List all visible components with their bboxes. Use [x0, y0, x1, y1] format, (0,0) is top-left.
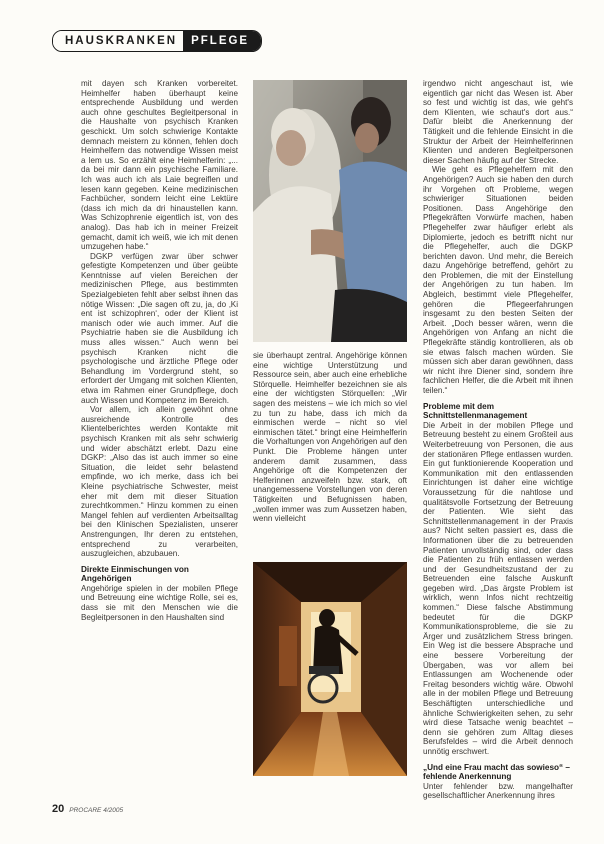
paragraph: Die Arbeit in der mobilen Pflege und Betreuung besteht zu einem Großteil aus Weiterbetreuung von Personen, die aus der stationären Pflege entlassen wurden. Ein gut funktionierende Kooperation und Kommunikation mit den entlassenden Einrichtungen ist daher eine wichtige Voraussetzung für die nahtlose und qualitätsvolle Fortsetzung der Betreuung der Patienten. Wie sieht das Schnittstellenmanagement in der Praxis aus? Nicht selten passiert es, dass die Informationen über die zu betreuenden Patienten unvollständig sind, oder dass die Patienten zu früh entlassen werden und der Gesundheitszustand der zu Betreuenden eine falsche Auskunft gegeben wird. „Das ärgste Problem ist wirklich, wenn Infos nicht rechtzeitig kommen.“ Diese falsche Abstimmung bedeutet für die DGKP Kommunikationsprobleme, die sie zu Ärger und zusätzlichem Stress bringen. Ein Weg ist die bessere Absprache und eine bessere Vorbereitung der Übergaben, was vor allem bei Entlassungen am Wochenende oder Freitag besonders wichtig wäre. Obwohl alle in der mobilen Pflege und Betreuung Beschäftigten unterschiedliche und ähnliche Schwierigkeiten sehen, zu sehr wird diese Tatsache wenig beachtet – denn sie gehören zum Alltag dieses Berufsfeldes – wird die Arbeit dennoch unnötig erschwert.: [423, 420, 573, 756]
paragraph: mit dayen sch Kranken vorbereitet. Heimhelfer haben überhaupt keine entsprechende Ausbildung und werden auch ohne geschultes Begleitpersonal in die Haushalte von psychisch Kranken geschickt. Um solch schwierige Kontakte demnach meistern zu können, fehlen doch Heimhelfern das notwendige Wissen meist a lem us. So erzählt eine Heimhelferin: „... da bei mir dann ein psychische Familiare. Ich was auch ich als Laie begreiflen und lesen kann gegeben. Keine medizinischen Fachbücher, sondern leicht eine Lektüre (dass ich mich da dri hinaustellen kann. Was Schizophrenie eigentlich ist, von des analog). Das hab ich in meiner Freizeit gemacht, damit ich weiß, wie ich mit denen umzugehen habe.“: [81, 79, 238, 252]
paragraph: irgendwo nicht angeschaut ist, wie eigentlich gar nicht das Wesen ist. Aber so fest und wichtig ist das, wie geht's dem Klienten, wie schaut's dort aus.“ Dafür bleibt die Anerkennung der Tätigkeit und die fehlende Einsicht in die Struktur der Arbeit der Heimhelferinnen Klienten und anderen Begleitpersonen dieser Sachen häufig auf der Strecke.: [423, 79, 573, 165]
paragraph: Angehörige spielen in der mobilen Pflege und Betreuung eine wichtige Rolle, sei es, dass sie mit den Menschen wie die Begleitpersonen in den Haushalten sind: [81, 583, 238, 622]
paragraph: Vor allem, ich allein gewöhnt ohne ausreichende Kontrolle des Klientelberichtes werden Kontakte mit psychisch Kranken mit als sehr schwierig und wider abschätzt erlebt. Dazu eine DGKP: „Also das ist auch immer so eine Situation, die leidet sehr belastend empfinde, wo ich merke, dass ich bei Kleine psychiatrische Schwester, meist eher mit dem mit dieser Situation zurechtkommen.“ Hinzu kommen zu einen Mangel fehlen auf verdienten Arbeitsalltag bei den Klinischen Spezialisten, unserer Anstrengungen, Ihr deren zu entstehen, entsprechend zu verarbeiten, auszugleichen, abzubauen.: [81, 405, 238, 559]
text-column-3: [423, 79, 573, 801]
section-header: [52, 30, 262, 52]
photo-nurse-elderly-woman: [253, 80, 407, 342]
paragraph: Wie geht es Pflegehelfern mit den Angehörigen? Auch sie haben den durch ihr Vorgehen oft Probleme, wegen schwieriger Situationen beiden Positionen. Dass Angehörige den Pflegekräften Vorwürfe machen, haben Pflegehelfer zwar häufiger erlebt als Diplomierte, jedoch es betrifft nicht nur die Pflegehelfer, auch die DGKP berichten davon. Und mehr, die Bereich dazu Angehörige betreffend, gehört zu den Problemen, die mit der Einstellung der Angehörigen zu tun haben. Im Abgleich, bestimmt viele Pflegehelfer, gehören die Pflegeerfahrungen insgesamt zu den besten Seiten der Arbeit. „Doch besser wären, wenn die Angehörigen von Anfang an nicht die Pflegekräfte ständig kontrollieren, als ob sie etwas falsch machen würden. Sie müssen sich aber daran gewöhnen, dass wir nicht ihre Diener sind, sondern ihre fachlichen Helfer, die die Arbeit mit ihnen teilen.“: [423, 165, 573, 395]
subheading: Direkte Einmischungen von Angehörigen: [81, 564, 189, 584]
text-column-1: [81, 79, 238, 622]
photo-corridor-wheelchair: [253, 562, 407, 776]
issue-label: PROCARE 4/2005: [69, 807, 124, 814]
paragraph: Unter fehlender bzw. mangelhafter gesellschaftlicher Anerkennung ihres: [423, 781, 573, 801]
photo-nurse-elderly-woman-image: [253, 80, 407, 342]
subheading: „Und eine Frau macht das sowieso“ – fehlende Anerkennung: [423, 762, 570, 782]
header-label-hauskranken: HAUSKRANKEN: [53, 31, 183, 51]
photo-corridor-wheelchair-image: [253, 562, 407, 776]
paragraph: DGKP verfügen zwar über schwer gefestigte Kompetenzen und über geübte Kenntnisse auf vielen Bereichen der medizinischen Pflege, aus bestimmten Spezialgebieten fehlt aber selbst ihnen das nötige Wissen: „Die sagen oft zu, ja, do ‚Ki ent ist schizophren‘, oder der Klient ist manisch oder wie auch immer. Auf die Psychiatrie haben sie die Ausbildung ich muss alles wissen.“ Auch wenn bei psychisch Kranken nicht die psychologische und ärztliche Pflege oder Behandlung im Vordergrund steht, so erfordert der Umgang mit solchen Klienten, etwa im Rahmen einer Grundpflege, doch auch Wissen und Kompetenz im Bereich.: [81, 251, 238, 405]
header-label-pflege: PFLEGE: [183, 31, 261, 51]
page-footer: [52, 803, 123, 815]
page-number: 20: [52, 803, 65, 815]
subheading: Probleme mit dem Schnittstellenmanagement: [423, 401, 528, 421]
text-column-2: [253, 351, 407, 524]
paragraph: sie überhaupt zentral. Angehörige können eine wichtige Unterstützung und Ressource sein, aber auch eine erhebliche Störquelle. Heimhelfer bezeichnen sie als eine der wichtigsten Störquellen: „Wir sagen des meistens – wie ich mich so viel zu tun zu habe, dass ich mich da einmischen werde – nicht so viel einmischen tätet.“ bringt eine Heimhelferin die Vorhaltungen von Angehörigen auf den Punkt. Die Probleme hängen unter anderem damit zusammen, dass Angehörige oft die Kompetenzen der Helferinnen anzweifeln bzw. stark, oft unangemessene Vorstellungen von deren Tätigkeiten und Befugnissen haben, „wollen immer was zum Aussetzen haben, wenn vielleicht: [253, 351, 407, 524]
